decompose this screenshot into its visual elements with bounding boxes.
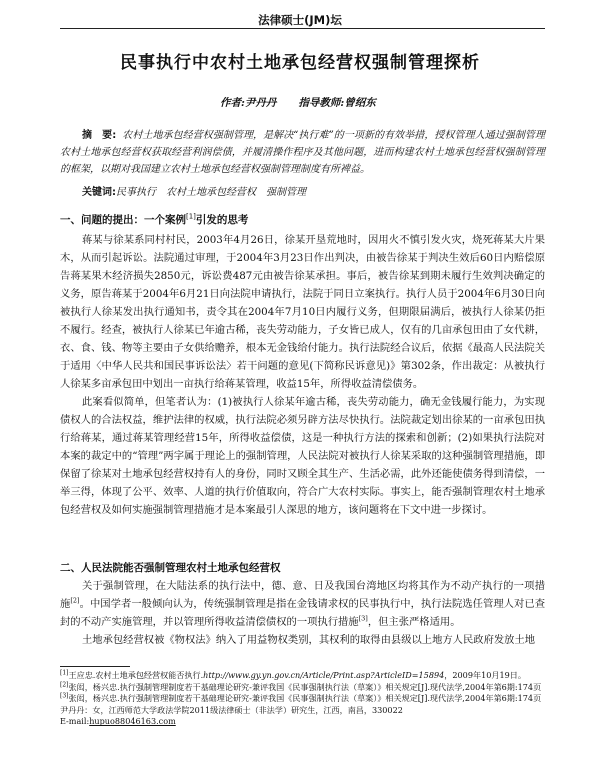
keywords-text: 民事执行 农村土地承包经营权 强制管理 (116, 187, 306, 198)
citation-ref: [3] (358, 614, 368, 623)
email-link[interactable]: hupuo88046163.com (89, 716, 176, 727)
abstract-text: 农村土地承包经营权强制管理，是解决“执行难”的一项新的有效举措，授权管理人通过强制管理农村土地承包经营权获取经营利润偿债，并履清操作程序及其他问题，进而构建农村土地承包经营权强制管理的框架，以期对我国建立农村土地承包经营权强制管理制度有所裨益。 (60, 130, 545, 175)
section-1-title: 一、问题的提出：一个案例 (60, 214, 186, 226)
author-info: 尹丹丹：女，江西师范大学政法学院2011级法律硕士（非法学）研究生，江西，南昌，330022 (60, 704, 403, 715)
advisor-name: 曾绍东 (344, 97, 376, 109)
footnote-item: [1]王应忠.农村土地承包经营权能否执行.http://www.gy.yn.gov.cn/Article/Print.asp?ArticleID=15894，2009年10月19日。 (60, 669, 526, 680)
section-2-heading: 二、人民法院能否强制管理农村土地承包经营权 (60, 562, 281, 574)
email-line: E-mail:hupuo88046163.com (60, 716, 176, 727)
paragraph: 蒋某与徐某系同村村民，2003年4月26日，徐某开垦荒地时，因用火不慎引发火灾，烧死蒋某大片果木，从而引起诉讼。法院通过审理，于2004年3月23日作出判决，由被告徐某于判决生效后60日内赔偿原告蒋某果木经济损失2850元，诉讼费487元由被告徐某承担。事后，被告徐某到期未履行生效判决确定的义务，原告蒋某于2004年6月21日向法院申请执行，法院于同日立案执行。执行人员于2004年6月30日向被执行人徐某发出执行通知书，责令其在2004年7月10日内履行义务，但期限届满后，被执行人徐某仍拒不履行。经查，被执行人徐某已年逾古稀，丧失劳动能力，子女皆已成人，仅有的几亩承包田由了女代耕，衣、食、钱、物等主要由子女供给赡养，根本无金钱给付能力。执行法院经合议后，依据《最高人民法院关于适用〈中华人民共和国民事诉讼法〉若干问题的意见(下简称民诉意见)》第302条，作出裁定：从被执行人徐某多亩承包田中划出一亩执行给蒋某管理，收益15年，所得收益清偿债务。 (60, 234, 545, 390)
author-label: 作者: (220, 97, 245, 109)
author-name: 尹丹丹 (244, 97, 277, 109)
section-1-heading (60, 212, 248, 227)
footnotes (60, 670, 545, 728)
section-1-body (60, 231, 545, 519)
journal-header: 法律硕士(JM)坛 (258, 13, 342, 27)
section-1-title-suffix: 引发的思考 (195, 214, 249, 226)
footnote-item: [2]张闳，杨兴忠.执行强制管理制度若干基础理论研究-兼评我国《民事强制执行法（草案）》相关规定[J].现代法学,2004年第6期:174页 (60, 680, 542, 692)
abstract (60, 127, 545, 178)
abstract-label: 摘 要: (82, 130, 117, 141)
author-line (220, 95, 376, 110)
keywords-label: 关键词: (82, 187, 116, 198)
keywords (82, 183, 306, 198)
footnote-divider (60, 666, 130, 667)
paragraph: 关于强制管理，在大陆法系的执行法中，德、意、日及我国台湾地区均将其作为不动产执行的一项措施[2]。中国学者一般倾向认为，传统强制管理是指在金钱请求权的民事执行中，执行法院选任管理人对已查封的不动产实施管理，并以管理所得收益清偿债权的一项执行措施[3]，但主张严格适用。 (60, 580, 545, 628)
paper-title: 民事执行中农村土地承包经营权强制管理探析 (120, 53, 480, 73)
footnote-link[interactable]: http://www.gy.yn.gov.cn/Article/Print.asp?ArticleID=15894 (203, 670, 445, 680)
citation-ref: [2] (70, 596, 80, 605)
section-2-body (60, 577, 545, 649)
paragraph: 此案看似简单，但笔者认为：(1)被执行人徐某年逾古稀，丧失劳动能力，确无金钱履行能力，为实现债权人的合法权益，维护法律的权威，执行法院必须另辟方法尽快执行。法院裁定划出徐某的一亩承包田执行给蒋某，通过蒋某管理经营15年，所得收益偿债，这是一种执行方法的探索和创新；(2)如果执行法院对本案的裁定中的“管理”两字属于理论上的强制管理，人民法院对被执行人徐某采取的这种强制管理措施，即保留了徐某对土地承包经营权持有人的身份，同时又顾全其生产、生活必需，此外还能使债务得到清偿，一举三得，体现了公平、效率、人道的执行价值取向，符合广大农村实际。事实上，能否强制管理农村土地承包经营权及如何实施强制管理措施才是本案最引人深思的地方，该问题将在下文中进一步探讨。 (60, 396, 545, 516)
footnote-item: [3]张闳，杨兴忠.执行强制管理制度若干基础理论研究-兼评我国《民事强制执行法（草案）》相关规定[J].现代法学,2004年第6期:174页 (60, 692, 542, 704)
section-1-ref: [1] (186, 212, 196, 221)
advisor-label: 指导教师: (298, 97, 345, 109)
paragraph: 土地承包经营权被《物权法》纳入了用益物权类别，其权利的取得由县级以上地方人民政府发放土地 (82, 634, 536, 646)
header-divider (60, 28, 545, 29)
